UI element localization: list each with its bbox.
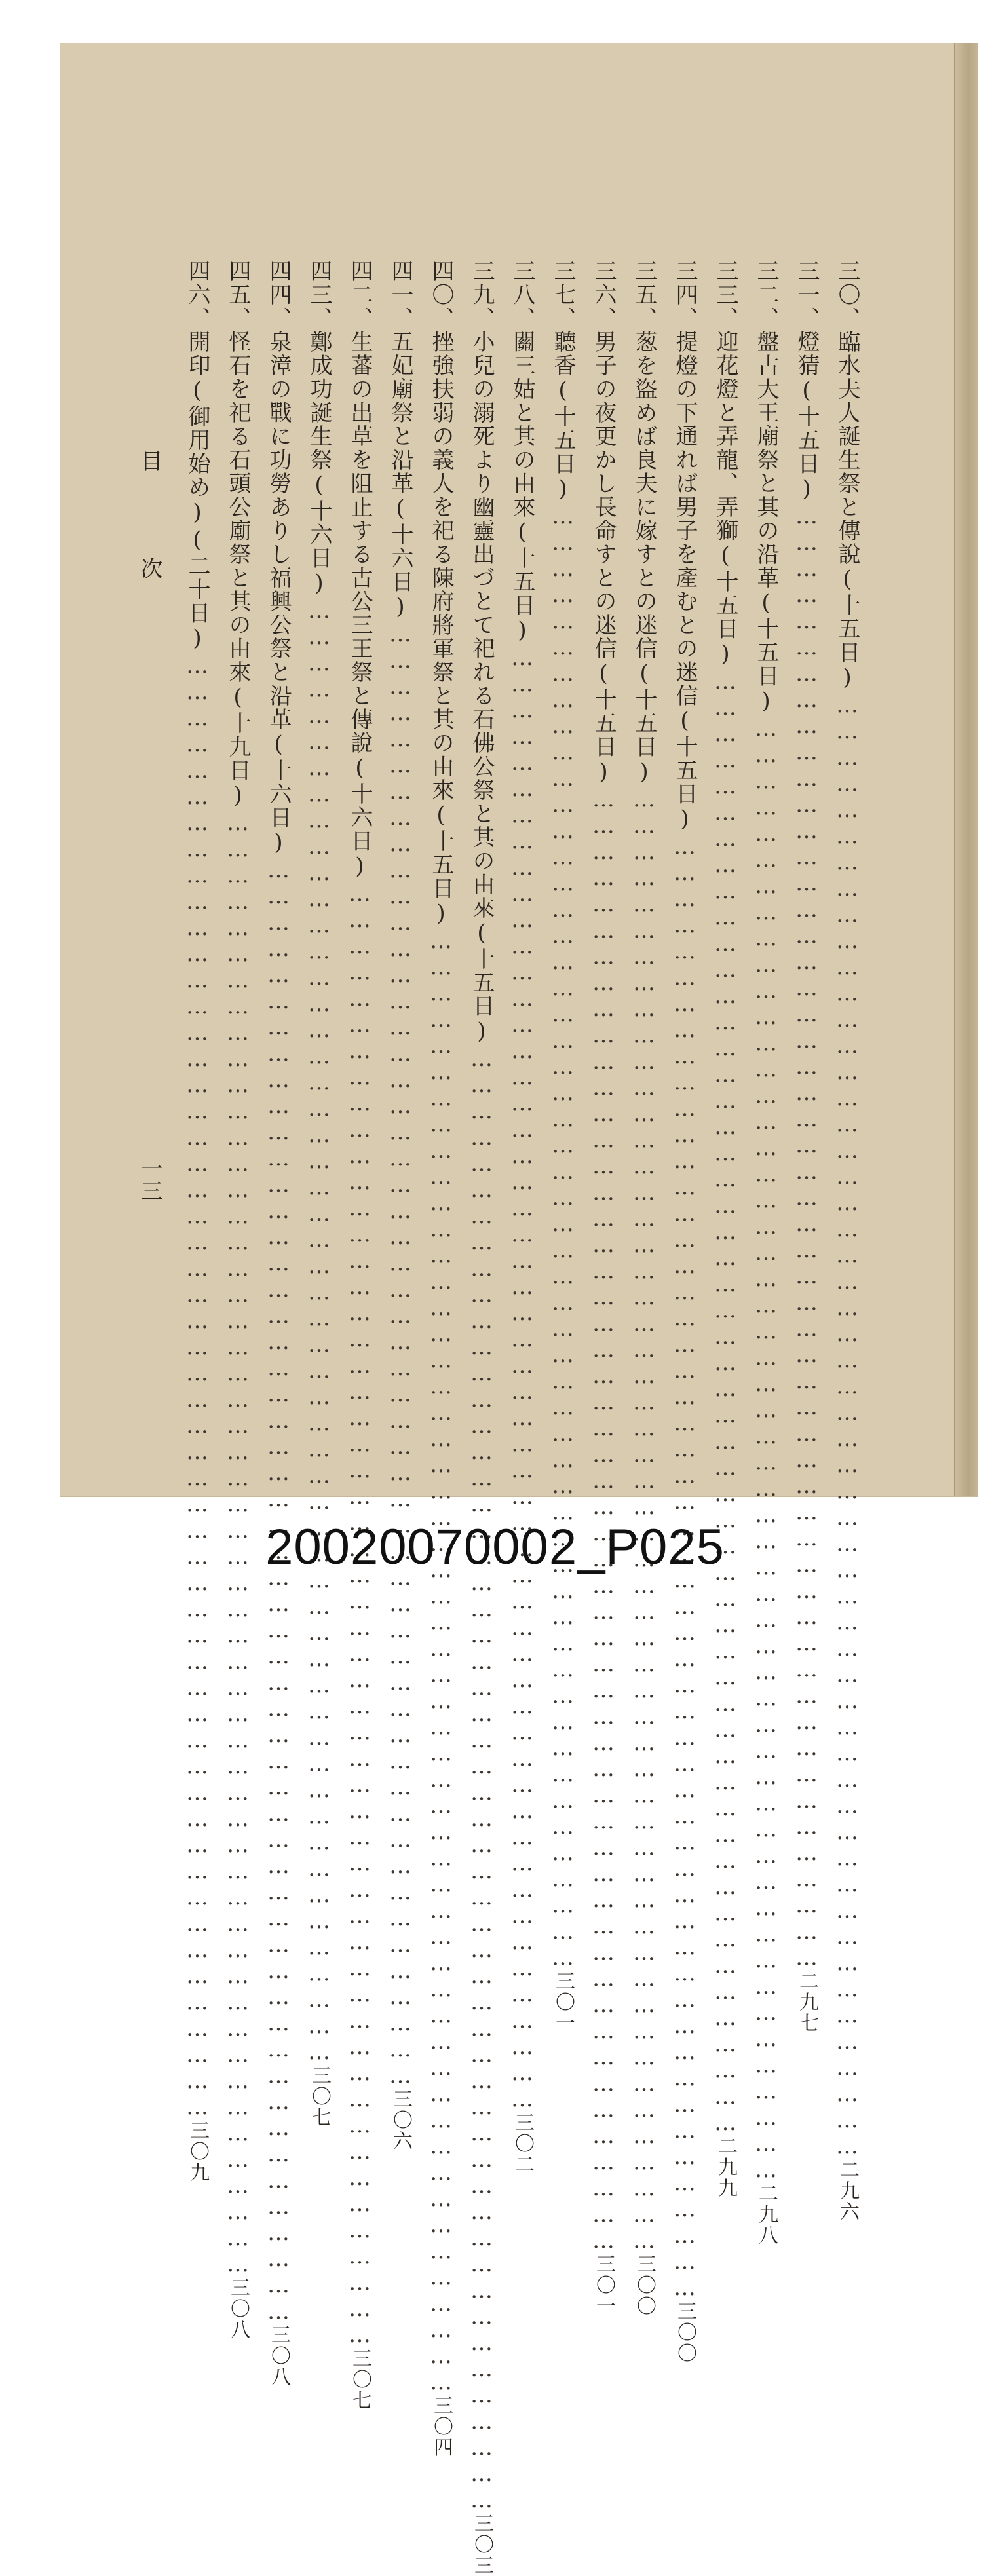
entry-title: 關三姑と其の由來(十五日) bbox=[509, 330, 535, 645]
entry-title: 迎花燈と弄龍、弄獅(十五日) bbox=[712, 330, 738, 668]
entry-number: 三七、 bbox=[550, 259, 576, 330]
leader-dots: …………………………………………………………………………………………………………………………………………………… bbox=[672, 833, 698, 2301]
leader-dots: …………………………………………………………………………………………………………………………………………………… bbox=[753, 715, 779, 2183]
toc-entry bbox=[222, 259, 254, 2340]
entry-title: 臨水夫人誕生祭と傳說(十五日) bbox=[834, 330, 860, 692]
entry-number: 三三、 bbox=[712, 259, 738, 330]
entry-title: 鄭成功誕生祭(十六日) bbox=[306, 330, 332, 597]
entry-title: 盤古大王廟祭と其の沿革(十五日) bbox=[753, 330, 779, 715]
entry-page-number: 三〇〇 bbox=[633, 2254, 656, 2317]
entry-title: 聽香(十五日) bbox=[550, 330, 576, 503]
entry-title: 男子の夜更かし長命すとの迷信(十五日) bbox=[590, 330, 617, 786]
entry-page-number: 三〇四 bbox=[430, 2395, 453, 2458]
leader-dots: …………………………………………………………………………………………………………………………………………………… bbox=[468, 1046, 495, 2513]
entry-title: 生蕃の出草を阻止する古公三王祭と傳說(十六日) bbox=[347, 330, 373, 881]
entry-number: 四〇、 bbox=[428, 259, 454, 330]
entry-page-number: 三〇六 bbox=[389, 2089, 412, 2151]
leader-dots: …………………………………………………………………………………………………………………………………………………… bbox=[184, 653, 210, 2120]
entry-number: 三九、 bbox=[468, 259, 495, 330]
entry-number: 三八、 bbox=[509, 259, 535, 330]
entry-title: 提燈の下通れば男子を產むとの迷信(十五日) bbox=[672, 330, 698, 833]
entry-number: 四三、 bbox=[306, 259, 332, 330]
entry-title: 泉漳の戰に功勞ありし福興公祭と沿革(十六日) bbox=[265, 330, 292, 857]
leader-dots: …………………………………………………………………………………………………………………………………………………… bbox=[834, 692, 860, 2159]
leader-dots: …………………………………………………………………………………………………………………………………………………… bbox=[631, 786, 657, 2254]
entry-page-number: 二九九 bbox=[714, 2136, 737, 2199]
entry-page-number: 三〇三 bbox=[470, 2513, 493, 2576]
leader-dots: …………………………………………………………………………………………………………………………………………………… bbox=[712, 668, 738, 2136]
leader-dots: …………………………………………………………………………………………………………………………………………………… bbox=[306, 597, 332, 2065]
running-title: 目次 bbox=[136, 449, 162, 664]
toc-entry bbox=[750, 259, 782, 2246]
toc-entry bbox=[344, 259, 375, 2411]
leader-dots: …………………………………………………………………………………………………………………………………………………… bbox=[225, 810, 251, 2277]
entry-title: 葱を盜めば良夫に嫁すとの迷信(十五日) bbox=[631, 330, 657, 786]
entry-page-number: 三〇〇 bbox=[674, 2301, 696, 2364]
toc-entry bbox=[588, 259, 619, 2317]
entry-page-number: 二九六 bbox=[836, 2159, 859, 2222]
entry-page-number: 三〇七 bbox=[349, 2348, 371, 2411]
leader-dots: …………………………………………………………………………………………………………………………………………………… bbox=[265, 857, 292, 2324]
entry-page-number: 三〇七 bbox=[308, 2065, 331, 2128]
leader-dots: …………………………………………………………………………………………………………………………………………………… bbox=[793, 503, 820, 1971]
entry-number: 四六、 bbox=[184, 259, 210, 330]
toc-entry bbox=[831, 259, 863, 2222]
entry-title: 燈猜(十五日) bbox=[793, 330, 820, 503]
entry-number: 三〇、 bbox=[834, 259, 860, 330]
leader-dots: …………………………………………………………………………………………………………………………………………………… bbox=[387, 621, 413, 2089]
toc-entry bbox=[303, 259, 335, 2128]
leader-dots: …………………………………………………………………………………………………………………………………………………… bbox=[509, 645, 535, 2112]
leader-dots: …………………………………………………………………………………………………………………………………………………… bbox=[550, 503, 576, 1971]
page-number: 一三 bbox=[136, 1157, 162, 1202]
entry-title: 開印(御用始め)(二十日) bbox=[184, 330, 210, 653]
page-spine-edge bbox=[955, 43, 978, 1496]
toc-entry bbox=[385, 259, 416, 2151]
toc-entry bbox=[547, 259, 579, 2034]
entry-page-number: 三〇八 bbox=[267, 2324, 290, 2387]
entry-page-number: 三〇八 bbox=[227, 2277, 250, 2340]
entry-page-number: 三〇一 bbox=[592, 2254, 615, 2317]
entry-title: 五妃廟祭と沿革(十六日) bbox=[387, 330, 413, 621]
entry-title: 小兒の溺死より幽靈出づとて祀れる石佛公祭と其の由來(十五日) bbox=[468, 330, 495, 1046]
leader-dots: …………………………………………………………………………………………………………………………………………………… bbox=[347, 881, 373, 2348]
leader-dots: …………………………………………………………………………………………………………………………………………………… bbox=[590, 786, 617, 2254]
entry-number: 三二、 bbox=[753, 259, 779, 330]
catalog-id-caption: 20020070002_P025 bbox=[265, 1519, 725, 1575]
entry-title: 挫強扶弱の義人を祀る陳府將軍祭と其の由來(十五日) bbox=[428, 330, 454, 928]
toc-entry bbox=[710, 259, 741, 2199]
entry-number: 四四、 bbox=[265, 259, 292, 330]
entry-page-number: 三〇二 bbox=[511, 2112, 534, 2175]
entry-page-number: 三〇九 bbox=[186, 2120, 209, 2183]
entry-number: 四二、 bbox=[347, 259, 373, 330]
entry-number: 三六、 bbox=[590, 259, 617, 330]
leader-dots: …………………………………………………………………………………………………………………………………………………… bbox=[428, 928, 454, 2395]
toc-entry bbox=[791, 259, 822, 2034]
toc-entry bbox=[181, 259, 213, 2183]
entry-number: 三五、 bbox=[631, 259, 657, 330]
toc-entry bbox=[669, 259, 700, 2364]
toc-entry bbox=[628, 259, 660, 2317]
entry-title: 怪石を祀る石頭公廟祭と其の由來(十九日) bbox=[225, 330, 251, 810]
toc-entry bbox=[506, 259, 538, 2175]
toc-entry bbox=[263, 259, 294, 2387]
entry-number: 三一、 bbox=[793, 259, 820, 330]
entry-page-number: 三〇一 bbox=[552, 1971, 575, 2034]
entry-number: 四一、 bbox=[387, 259, 413, 330]
entry-page-number: 二九七 bbox=[795, 1971, 818, 2034]
toc-entry bbox=[466, 259, 497, 2576]
toc-entry bbox=[425, 259, 457, 2458]
entry-number: 三四、 bbox=[672, 259, 698, 330]
entry-number: 四五、 bbox=[225, 259, 251, 330]
entry-page-number: 二九八 bbox=[755, 2183, 778, 2246]
